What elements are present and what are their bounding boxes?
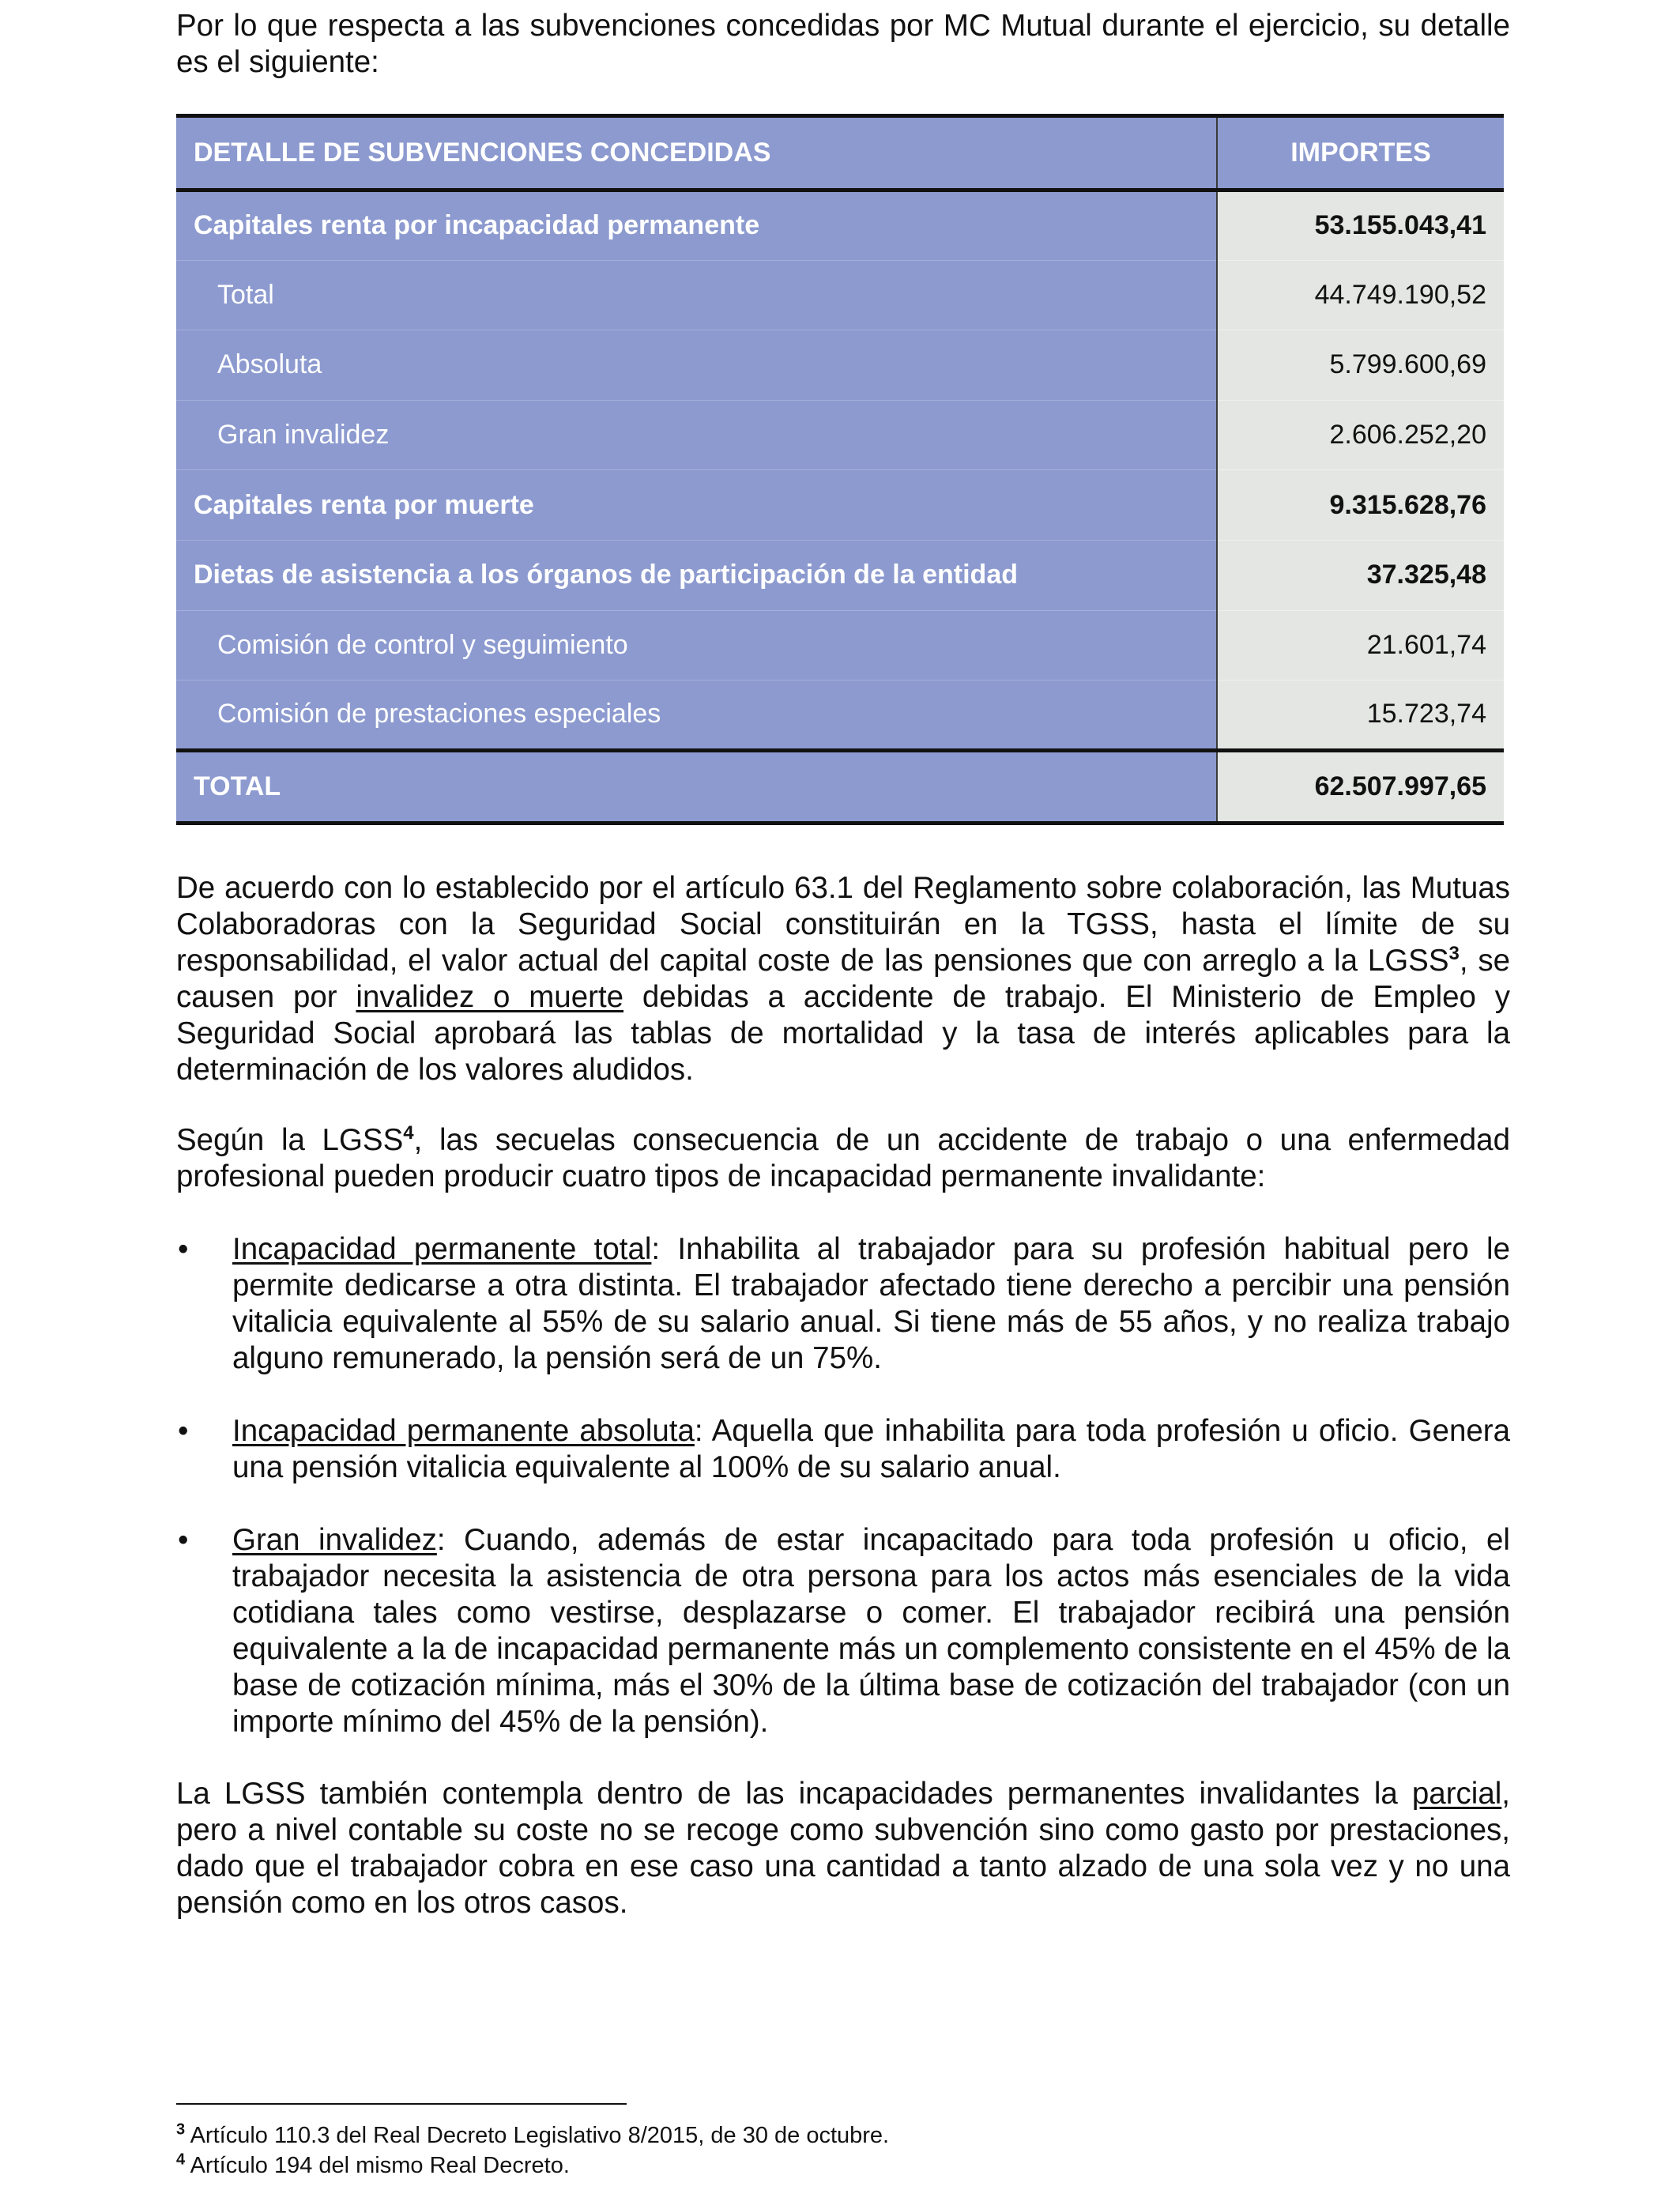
row-amount: 37.325,48 [1217,540,1504,610]
footnote-number: 3 [176,2120,186,2139]
bullet-marker: • [178,1414,189,1448]
subsidies-table [176,114,1504,825]
bullet-text: : Cuando, además de estar incapacitado para toda profesión u oficio, el trabajador necesita la asistencia de otra persona para los actos más esenciales de la vida cotidiana tales como vestirse, desplazarse o comer. El trabajador recibirá una pensión equivalente a la de incapacidad permanente más un complemento consistente en el 45% de la base de cotización mínima, más el 30% de la última base de cotización del trabajador (con un importe mínimo del 45% de la pensión). [232,1523,1510,1739]
row-label: Comisión de prestaciones especiales [176,680,1217,751]
underlined-term: parcial [1411,1777,1502,1811]
total-amount: 62.507.997,65 [1217,750,1504,823]
row-amount: 53.155.043,41 [1217,190,1504,261]
paragraph-text: De acuerdo con lo establecido por el artículo 63.1 del Reglamento sobre colaboración, las Mutuas Colaboradoras con la Seguridad Social constituirán en la TGSS, hasta el límite de su responsabilidad, el valor actual del capital coste de las pensiones que con arreglo a la LGSS [176,871,1510,978]
footnote [176,2151,1510,2181]
bullet-marker: • [178,1232,189,1266]
table-row [176,400,1504,470]
table-row [176,540,1504,610]
bullet-term: Incapacidad permanente absoluta [232,1414,695,1448]
paragraph-parcial [176,1776,1510,1921]
list-item [176,1231,1510,1377]
row-amount: 21.601,74 [1217,610,1504,680]
row-label: Absoluta [176,330,1217,401]
row-label: Capitales renta por incapacidad permanente [176,190,1217,261]
paragraph-lgss [176,1122,1510,1195]
paragraph-text: , pero a nivel contable su coste no se recoge como subvención sino como gasto por prestaciones, dado que el trabajador cobra en ese caso una cantidad a tanto alzado de una sola vez y no una pensión como en los otros casos. [176,1777,1510,1920]
table-row [176,190,1504,261]
footnote-number: 4 [176,2151,186,2169]
paragraph-text: , se causen por [176,944,1510,1014]
total-label: TOTAL [176,750,1217,823]
table-row [176,680,1504,751]
footnote-divider [176,2103,627,2105]
row-label: Dietas de asistencia a los órganos de participación de la entidad [176,540,1217,610]
footnote-ref[interactable]: 3 [1448,943,1460,965]
bullet-term: Incapacidad permanente total [232,1232,652,1266]
footnote-text: Artículo 194 del mismo Real Decreto. [185,2153,570,2178]
bullet-term: Gran invalidez [232,1523,437,1557]
table-header-row [176,116,1504,190]
underlined-term: invalidez o muerte [356,980,624,1014]
paragraph-text: La LGSS también contempla dentro de las incapacidades permanentes invalidantes la [176,1777,1412,1811]
table-row [176,260,1504,330]
row-amount: 5.799.600,69 [1217,330,1504,401]
row-label: Gran invalidez [176,400,1217,470]
table-row [176,470,1504,541]
bullet-text: : Aquella que inhabilita para toda profesión u oficio. Genera una pensión vitalicia equivalente al 100% de su salario anual. [232,1414,1511,1484]
footnote [176,2120,1510,2151]
row-amount: 44.749.190,52 [1217,260,1504,330]
paragraph-reglamento [176,870,1510,1088]
paragraph-text: debidas a accidente de trabajo. El Ministerio de Empleo y Seguridad Social aprobará las tablas de mortalidad y la tasa de interés aplicables para la determinación de los valores aludidos. [176,980,1511,1087]
intro-paragraph: Por lo que respecta a las subvenciones concedidas por MC Mutual durante el ejercicio, su detalle es el siguiente: [176,9,1510,79]
list-item [176,1522,1510,1740]
row-amount: 15.723,74 [1217,680,1504,751]
bullet-list [176,1231,1510,1777]
row-label: Capitales renta por muerte [176,470,1217,541]
footnote-text: Artículo 110.3 del Real Decreto Legislativo 8/2015, de 30 de octubre. [185,2123,890,2148]
row-label: Comisión de control y seguimiento [176,610,1217,680]
bullet-text: : Inhabilita al trabajador para su profesión habitual pero le permite dedicarse a otra distinta. El trabajador afectado tiene derecho a percibir una pensión vitalicia equivalente al 55% de su salario anual. Si tiene más de 55 años, y no realiza trabajo alguno remunerado, la pensión será de un 75%. [232,1232,1510,1375]
footnotes [176,2120,1510,2181]
bullet-marker: • [178,1523,189,1557]
header-amount: IMPORTES [1217,116,1504,190]
header-label: DETALLE DE SUBVENCIONES CONCEDIDAS [176,116,1217,190]
footnote-ref[interactable]: 4 [403,1122,414,1144]
row-label: Total [176,260,1217,330]
table-total-row [176,750,1504,823]
list-item [176,1413,1510,1486]
paragraph-text: Según la LGSS [176,1123,404,1157]
row-amount: 9.315.628,76 [1217,470,1504,541]
row-amount: 2.606.252,20 [1217,400,1504,470]
table-row [176,330,1504,401]
table-row [176,610,1504,680]
paragraph-text: , las secuelas consecuencia de un accidente de trabajo o una enfermedad profesional pueden producir cuatro tipos de incapacidad permanente invalidante: [176,1123,1510,1193]
